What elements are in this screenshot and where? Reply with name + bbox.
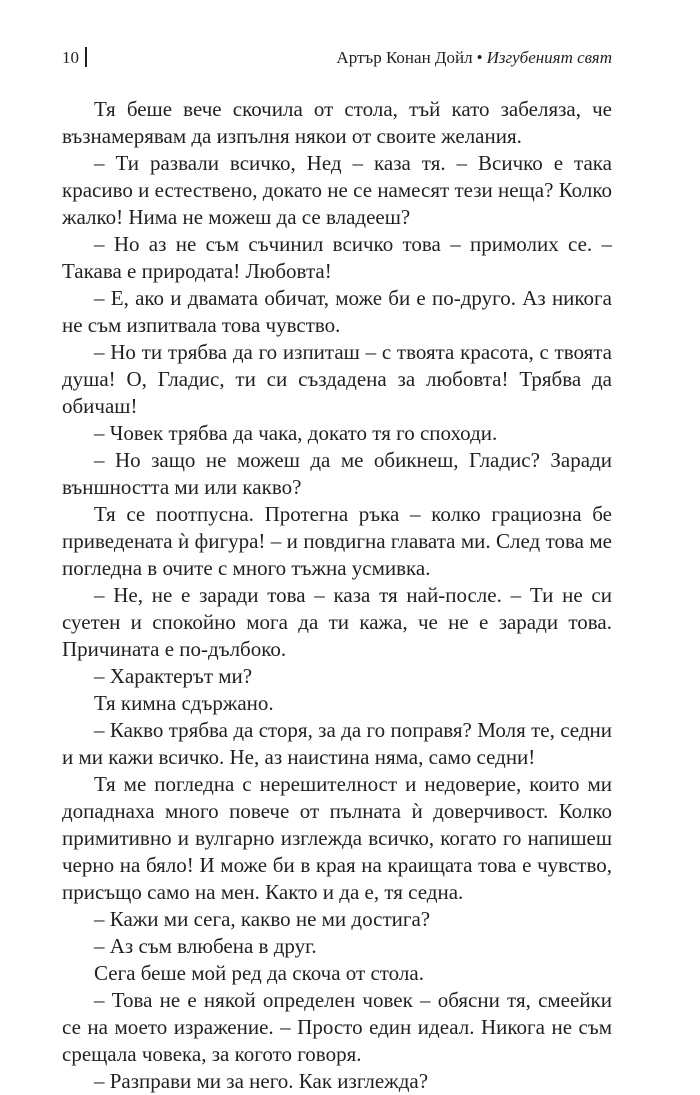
running-head [336,44,612,72]
paragraph: – Какво трябва да сторя, за да го поправя? Моля те, седни и ми кажи всичко. Не, аз наистина няма, само седни! [62,718,612,769]
body-text [62,96,612,1095]
paragraph: Тя ме погледна с нерешителност и недоверие, които ми допаднаха много повече от пълната ѝ доверчивост. Колко примитивно и вулгарно изглежда всичко, когато го напишеш черно на бяло! И може би в края на краищата това е чувство, присъщо само на мен. Както и да е, тя седна. [62,772,612,904]
page-header [62,44,612,72]
paragraph: – Но аз не съм съчинил всичко това – примолих се. – Такава е природата! Любовта! [62,232,612,283]
paragraph: – Аз съм влюбена в друг. [94,934,317,958]
paragraph: – Не, не е заради това – каза тя най-после. – Ти не си суетен и спокойно мога да ти кажа, че не е заради това. Причината е по-дълбоко. [62,583,612,661]
page-number: 10 [62,44,87,72]
book-title: Изгубеният свят [486,48,612,67]
paragraph: – Но ти трябва да го изпиташ – с твоята красота, с твоята душа! О, Гладис, ти си създадена за любовта! Трябва да обичаш! [62,340,612,418]
paragraph: – Характерът ми? [94,664,253,688]
paragraph: – Кажи ми сега, какво не ми достига? [94,907,431,931]
header-separator: • [476,48,483,67]
paragraph: Тя се поотпусна. Протегна ръка – колко грациозна бе приведената ѝ фигура! – и повдигна главата ми. След това ме погледна в очите с много тъжна усмивка. [62,502,612,580]
paragraph: – Е, ако и двамата обичат, може би е по-друго. Аз никога не съм изпитвала това чувство. [62,286,612,337]
paragraph: Тя кимна сдържано. [94,691,274,715]
header-divider [85,47,87,67]
paragraph: Тя беше вече скочила от стола, тъй като забеляза, че възнамерявам да изпълня някои от своите желания. [62,97,612,148]
paragraph: Сега беше мой ред да скоча от стола. [94,961,424,985]
paragraph: – Човек трябва да чака, докато тя го споходи. [94,421,498,445]
paragraph: – Но защо не можеш да ме обикнеш, Гладис? Заради външността ми или какво? [62,448,612,499]
paragraph: – Разправи ми за него. Как изглежда? [94,1069,429,1093]
author-name: Артър Конан Дойл [336,48,473,67]
paragraph: – Ти развали всичко, Нед – каза тя. – Всичко е така красиво и естествено, докато не се намесят тези неща? Колко жалко! Нима не можеш да се владееш? [62,151,612,229]
paragraph: – Това не е някой определен човек – обясни тя, смеейки се на моето изражение. – Просто един идеал. Никога не съм срещала човека, за когото говоря. [62,988,612,1066]
